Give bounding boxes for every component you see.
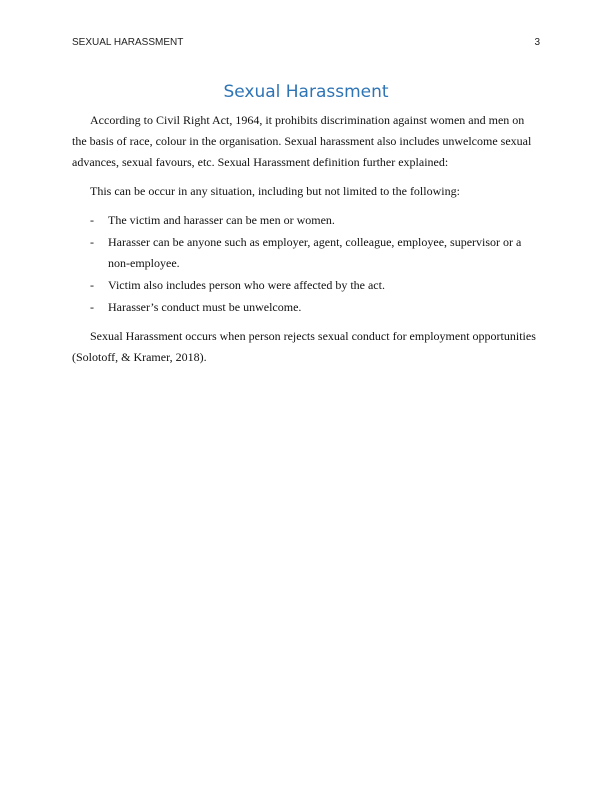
list-item bbox=[72, 232, 540, 274]
list-item bbox=[72, 210, 540, 231]
list-item-text: The victim and harasser can be men or women. bbox=[108, 213, 335, 227]
running-header bbox=[72, 37, 540, 48]
document-body bbox=[72, 110, 540, 376]
list-item bbox=[72, 297, 540, 318]
paragraph-situation: This can be occur in any situation, including but not limited to the following: bbox=[90, 184, 460, 198]
list-marker: - bbox=[90, 213, 94, 227]
criteria-list bbox=[72, 210, 540, 318]
list-marker: - bbox=[90, 235, 94, 249]
paragraph-intro: According to Civil Right Act, 1964, it prohibits discrimination against women and men on the basis of race, colour in the organisation. Sexual harassment also includes unwelcome sexual advances, sexual favours, etc. Sexual Harassment definition further explained: bbox=[72, 113, 532, 169]
paragraph-conclusion: Sexual Harassment occurs when person rejects sexual conduct for employment opportunities (Solotoff, & Kramer, 2018). bbox=[72, 329, 536, 364]
list-item-text: Victim also includes person who were affected by the act. bbox=[108, 278, 385, 292]
list-item-text: Harasser can be anyone such as employer, agent, colleague, employee, supervisor or a non-employee. bbox=[108, 235, 522, 270]
running-head-title: SEXUAL HARASSMENT bbox=[72, 37, 184, 48]
list-item-text: Harasser’s conduct must be unwelcome. bbox=[108, 300, 302, 314]
list-item bbox=[72, 275, 540, 296]
list-marker: - bbox=[90, 278, 94, 292]
list-marker: - bbox=[90, 300, 94, 314]
page-number: 3 bbox=[534, 37, 540, 48]
document-title: Sexual Harassment bbox=[223, 82, 389, 102]
